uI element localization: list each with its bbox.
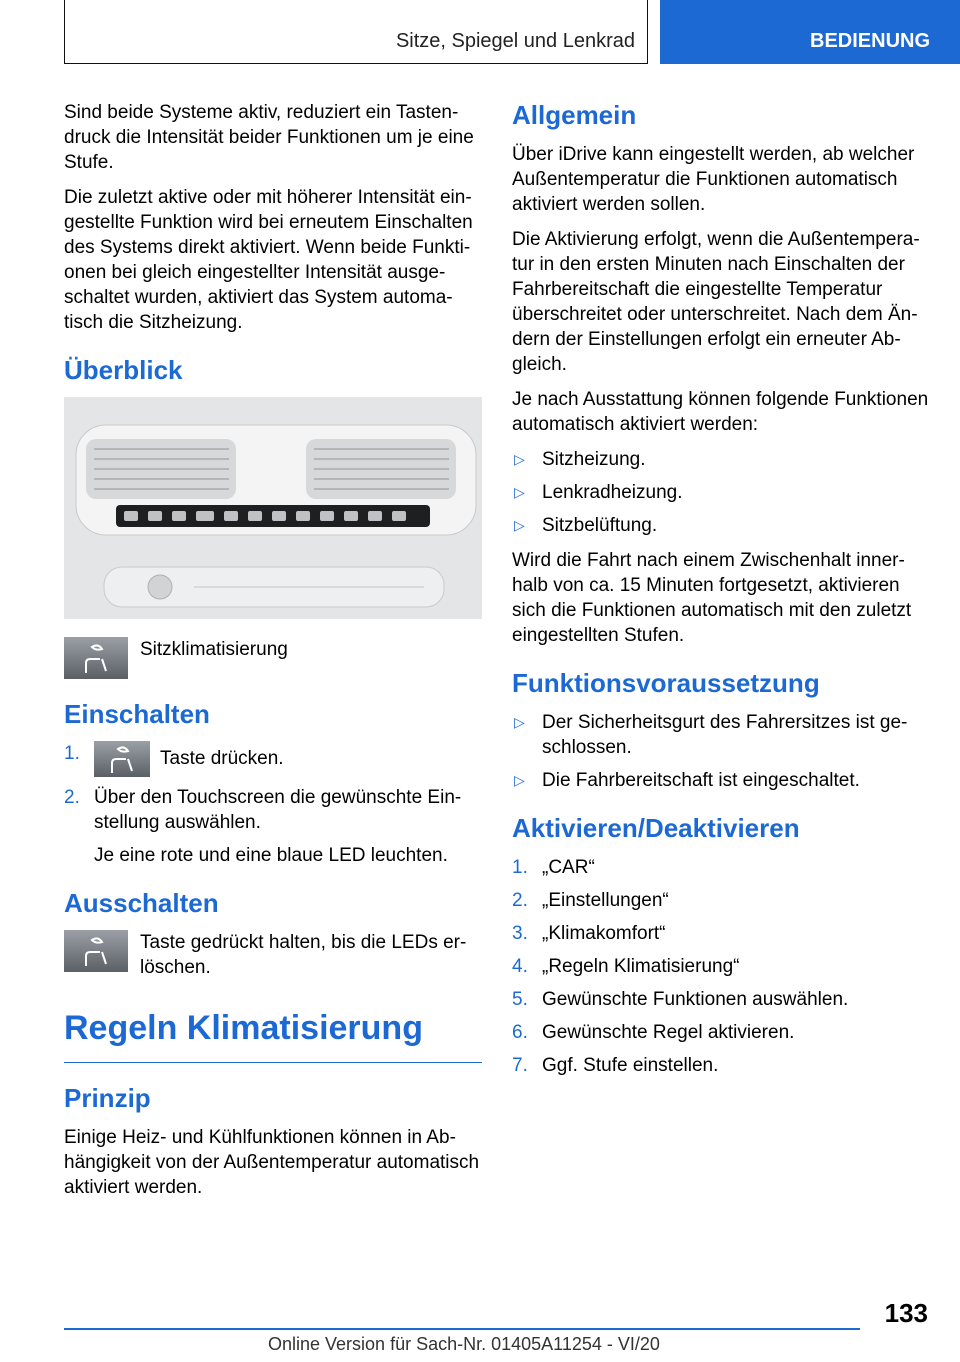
step-text: „Einstellungen“ [542, 890, 669, 911]
list-item [512, 768, 930, 793]
intro-paragraph-1: Sind beide Systeme aktiv, reduziert ein Tastendruck die Intensität beider Funktionen um je eine Stufe. [64, 102, 474, 173]
intro-paragraph-2: Die zuletzt aktive oder mit höherer Intensität eingestellte Funktion wird bei erneutem Einschalten des Systems direkt aktiviert. Wenn beide Funktionen bei gleich eingestellter Intensität ausgeschaltet wurden, aktiviert das System automatisch die Sitzheizung. [64, 187, 473, 333]
right-column [512, 100, 930, 1088]
step-text: Über den Touchscreen die gewünschte Einstellung auswählen. [94, 787, 462, 833]
step-number: 1. [512, 857, 528, 878]
aktivieren-steps [512, 855, 930, 1078]
step-number: 5. [512, 989, 528, 1010]
heading-funktionsvoraussetzung: Funktionsvoraussetzung [512, 668, 820, 698]
heading-prinzip: Prinzip [64, 1083, 151, 1113]
footer-online-version[interactable]: Online Version für Sach-Nr. 01405A11254 - VI/20 [268, 1334, 660, 1354]
allgemein-paragraph-2: Die Aktivierung erfolgt, wenn die Außentemperatur in den ersten Minuten nach Einschalten der Fahrbereitschaft die eingestellte Temperatur überschreitet oder unterschreitet. Nach dem Ändern der Einstellungen erfolgt ein erneuter Abgleich. [512, 229, 920, 375]
step-number: 3. [512, 923, 528, 944]
ausschalten-text: Taste gedrückt halten, bis die LEDs erlöschen. [140, 932, 467, 978]
prinzip-text: Einige Heiz- und Kühlfunktionen können in Abhängigkeit von der Außentemperatur automatisch aktiviert werden. [64, 1127, 480, 1198]
list-item [512, 1053, 930, 1078]
list-item-text: Der Sicherheitsgurt des Fahrersitzes ist geschlossen. [542, 712, 908, 758]
step-number: 7. [512, 1055, 528, 1076]
list-item-text: Sitzbelüftung. [542, 515, 658, 536]
list-item [512, 447, 930, 472]
step-subtext: Je eine rote und eine blaue LED leuchten. [94, 845, 448, 866]
functions-list [512, 447, 930, 538]
list-item [64, 785, 482, 868]
icon-caption: Sitzklimatisierung [140, 639, 288, 660]
voraussetzungen-list [512, 710, 930, 793]
bullet-triangle-icon: ▷ [514, 517, 525, 533]
climate-panel-photo [64, 397, 482, 619]
list-item [512, 954, 930, 979]
einschalten-steps [64, 741, 482, 868]
step-text: „Regeln Klimatisierung“ [542, 956, 740, 977]
step-number: 2. [64, 787, 80, 808]
bullet-triangle-icon: ▷ [514, 484, 525, 500]
step-text: Gewünschte Funktionen auswählen. [542, 989, 849, 1010]
list-item [512, 710, 930, 760]
bullet-triangle-icon: ▷ [514, 772, 525, 788]
seat-ventilation-icon [64, 930, 128, 972]
list-item [512, 1020, 930, 1045]
bullet-triangle-icon: ▷ [514, 451, 525, 467]
step-text: Gewünschte Regel aktivieren. [542, 1022, 795, 1043]
allgemein-paragraph-1: Über iDrive kann eingestellt werden, ab welcher Außentemperatur die Funktionen automatisch aktiviert werden sollen. [512, 144, 915, 215]
heading-aktivieren-deaktivieren: Aktivieren/Deaktivieren [512, 813, 800, 843]
header-section-title: Sitze, Spiegel und Lenkrad [395, 30, 635, 52]
sitzklimatisierung-legend [64, 637, 482, 679]
heading-einschalten: Einschalten [64, 699, 210, 729]
list-item [512, 888, 930, 913]
list-item-text: Die Fahrbereitschaft ist eingeschaltet. [542, 770, 860, 791]
list-item-text: Sitzheizung. [542, 449, 646, 470]
header-chapter-tab[interactable] [660, 0, 960, 64]
list-item-text: Lenkradheizung. [542, 482, 683, 503]
seat-ventilation-icon [64, 637, 128, 679]
list-item [512, 513, 930, 538]
list-item [64, 741, 482, 777]
step-text: Ggf. Stufe einstellen. [542, 1055, 719, 1076]
seat-ventilation-icon [94, 741, 150, 777]
list-item [512, 921, 930, 946]
footer-divider [64, 1328, 860, 1330]
step-text: „Klimakomfort“ [542, 923, 666, 944]
list-item [512, 987, 930, 1012]
header-chapter-label: BEDIENUNG [810, 30, 931, 52]
ausschalten-row [64, 930, 482, 980]
list-item [512, 480, 930, 505]
heading-allgemein: Allgemein [512, 100, 637, 130]
heading-ausschalten: Ausschalten [64, 888, 219, 918]
bullet-triangle-icon: ▷ [514, 714, 525, 730]
step-number: 1. [64, 743, 80, 764]
step-text: „CAR“ [542, 857, 595, 878]
list-item [512, 855, 930, 880]
step-number: 2. [512, 890, 528, 911]
allgemein-paragraph-4: Wird die Fahrt nach einem Zwischenhalt innerhalb von ca. 15 Minuten fortgesetzt, aktivieren sich die Funktionen automatisch mit den zuletzt eingestellten Stufen. [512, 550, 912, 646]
step-number: 4. [512, 956, 528, 977]
left-column [64, 100, 482, 1210]
heading-regeln-klimatisierung: Regeln Klimatisierung [64, 1008, 482, 1063]
step-number: 6. [512, 1022, 528, 1043]
header-section-box [64, 0, 648, 64]
page-number: 133 [884, 1298, 928, 1328]
step-text: Taste drücken. [160, 748, 284, 770]
allgemein-paragraph-3: Je nach Ausstattung können folgende Funktionen automatisch aktiviert werden: [512, 389, 929, 435]
heading-ueberblick: Überblick [64, 355, 183, 385]
